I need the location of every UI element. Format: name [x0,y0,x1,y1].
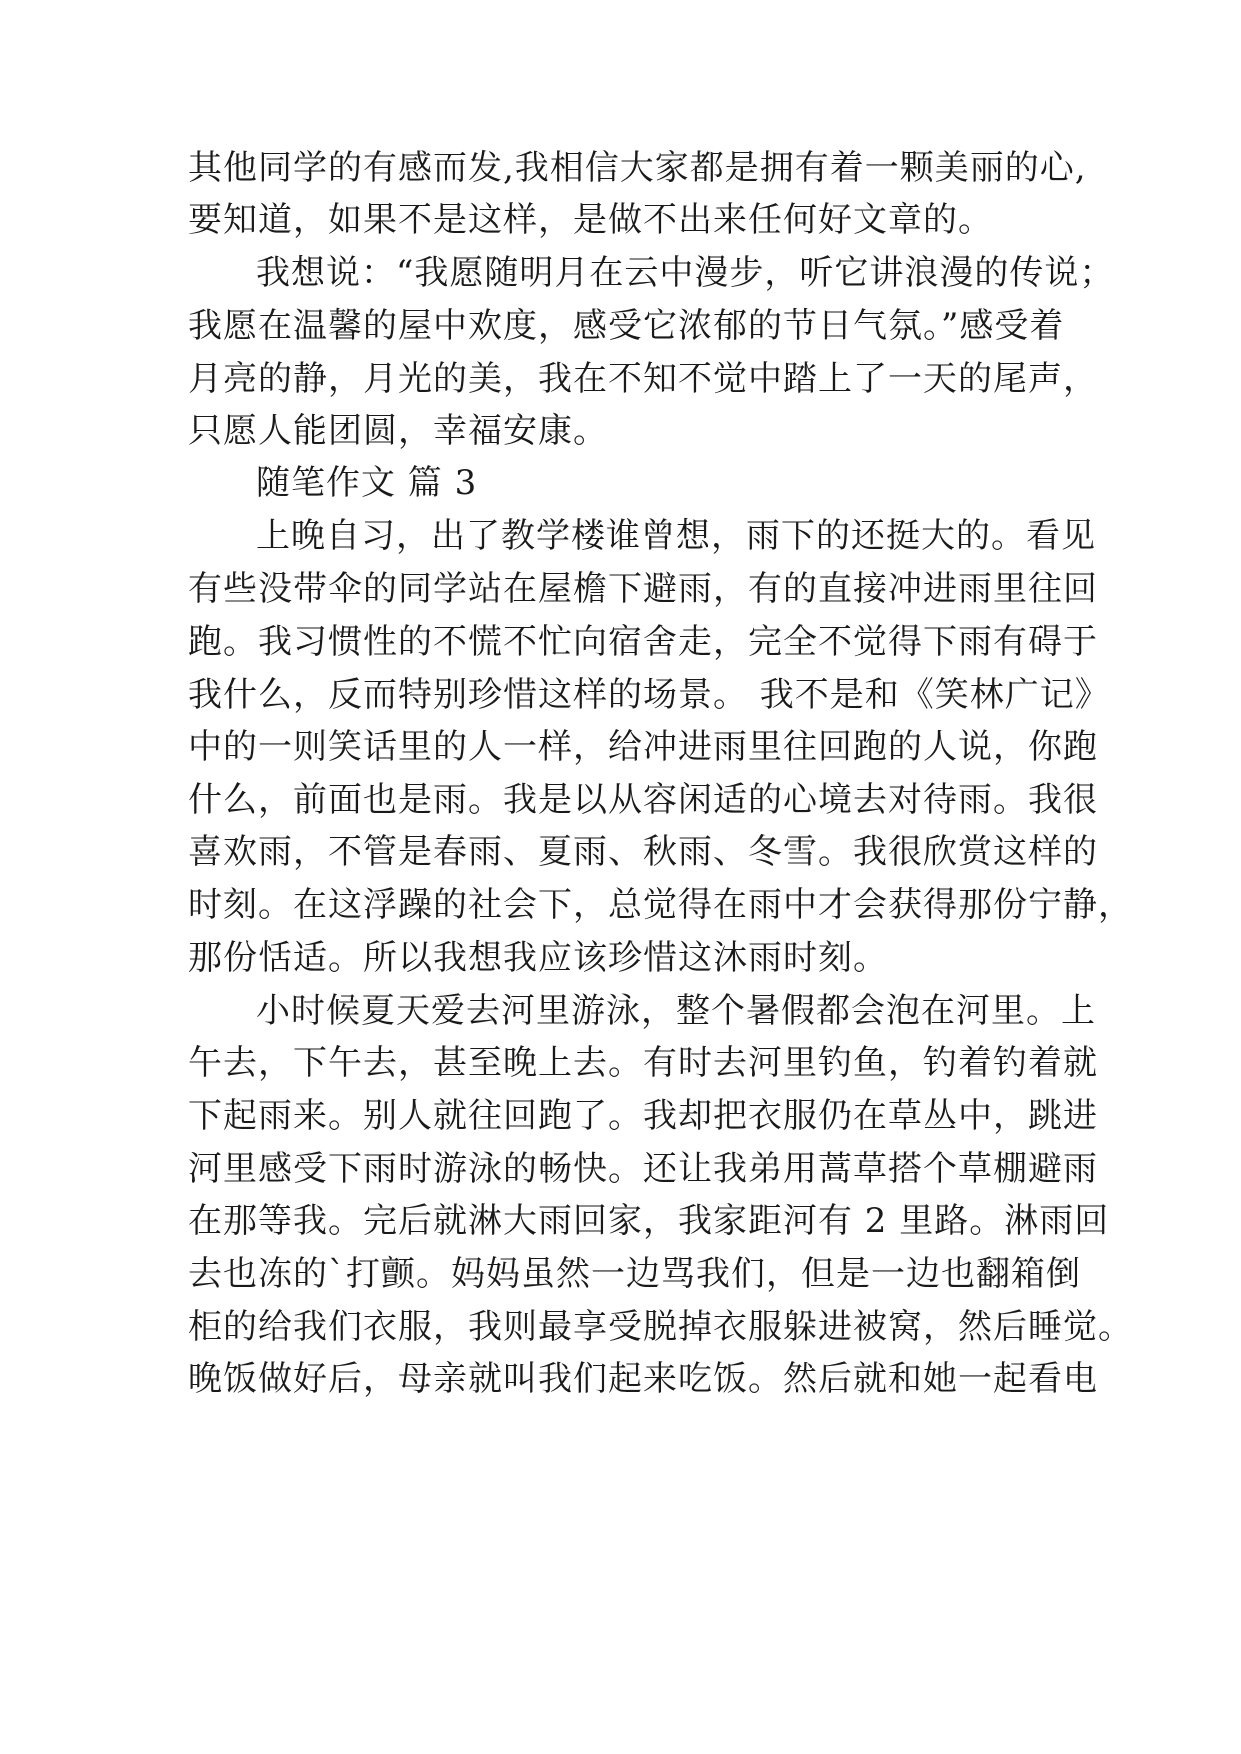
text-line: 什么，前面也是雨。我是以从容闲适的心境去对待雨。我很 [188,780,1098,820]
text-line: 下起雨来。别人就往回跑了。我却把衣服仍在草丛中，跳进 [188,1096,1098,1136]
text-line: 要知道，如果不是这样，是做不出来任何好文章的。 [188,200,993,240]
text-line: 去也冻的`打颤。妈妈虽然一边骂我们，但是一边也翻箱倒 [188,1254,1081,1294]
text-line: 我愿在温馨的屋中欢度，感受它浓郁的节日气氛。”感受着 [188,306,1065,346]
text-line: 河里感受下雨时游泳的畅快。还让我弟用蒿草搭个草棚避雨 [188,1149,1098,1189]
text-line: 我想说：“我愿随明月在云中漫步，听它讲浪漫的传说； [256,253,1115,293]
text-line: 那份恬适。所以我想我应该珍惜这沐雨时刻。 [188,938,888,978]
section-heading: 随笔作文 篇 3 [256,463,478,503]
text-line: 在那等我。完后就淋大雨回家，我家距河有 2 里路。淋雨回 [188,1201,1110,1241]
text-line: 午去，下午去，甚至晚上去。有时去河里钓鱼，钓着钓着就 [188,1043,1098,1083]
text-line: 只愿人能团圆，幸福安康。 [188,411,608,451]
text-line: 有些没带伞的同学站在屋檐下避雨，有的直接冲进雨里往回 [188,569,1098,609]
text-line: 柜的给我们衣服，我则最享受脱掉衣服躲进被窝，然后睡觉。 [188,1307,1133,1347]
text-line: 跑。我习惯性的不慌不忙向宿舍走，完全不觉得下雨有碍于 [188,622,1098,662]
text-line: 晚饭做好后，母亲就叫我们起来吃饭。然后就和她一起看电 [188,1359,1098,1399]
text-line: 其他同学的有感而发,我相信大家都是拥有着一颗美丽的心, [188,148,1087,188]
text-line: 我什么，反而特别珍惜这样的场景。 我不是和《笑林广记》 [188,675,1110,715]
text-line: 上晚自习，出了教学楼谁曾想，雨下的还挺大的。看见 [256,516,1096,556]
text-line: 月亮的静，月光的美，我在不知不觉中踏上了一天的尾声， [188,359,1098,399]
text-line: 中的一则笑话里的人一样，给冲进雨里往回跑的人说，你跑 [188,727,1098,767]
text-line: 小时候夏天爱去河里游泳，整个暑假都会泡在河里。上 [256,991,1096,1031]
text-line: 时刻。在这浮躁的社会下，总觉得在雨中才会获得那份宁静， [188,885,1133,925]
text-line: 喜欢雨，不管是春雨、夏雨、秋雨、冬雪。我很欣赏这样的 [188,832,1098,872]
